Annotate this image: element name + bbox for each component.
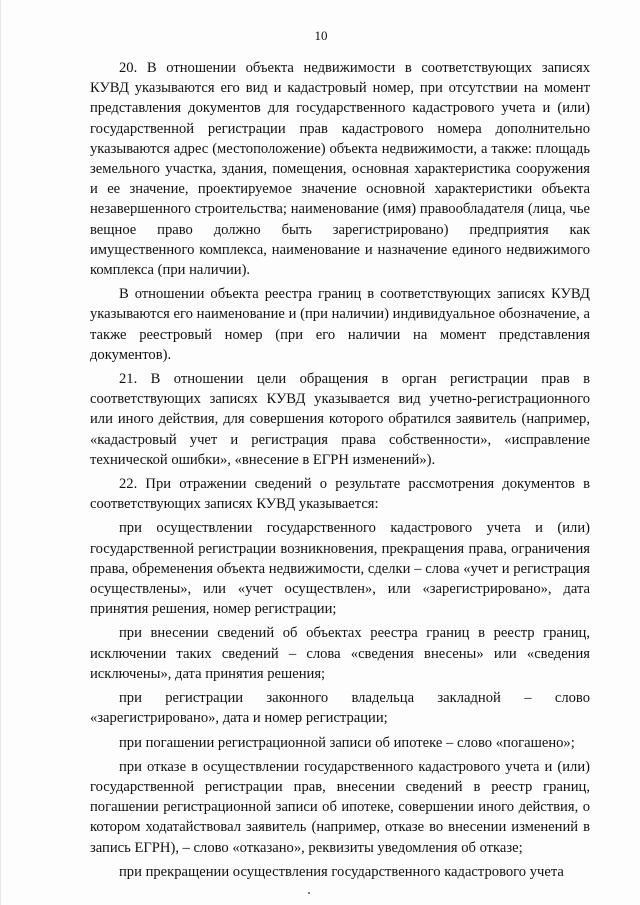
paragraph-22-item-refusal: при отказе в осуществлении государственного кадастрового учета и (или) государственной регистрации прав, внесении сведений в реестр границ, погашении регистрационной записи об ипотеке, совершении иного действия, о котором ходатайствовал заявитель (например, отказе во внесении изменений в запись ЕГРН), – слово «отказано», реквизиты уведомления об отказе; — [90, 758, 590, 856]
scan-speck — [308, 892, 310, 894]
paragraph-22-item-boundaries: при внесении сведений об объектах реестра границ в реестр границ, исключении таких сведений – слова «сведения внесены» или «сведения исключены», дата принятия решения; — [90, 625, 590, 682]
paragraph-20: 20. В отношении объекта недвижимости в соответствующих записях КУВД указываются его вид и кадастровый номер, при отсутствии на момент представления документов для государственного кадастрового учета и (или) государственной регистрации прав кадастрового номера дополнительно указываются адрес (местоположение) объекта недвижимости, а также: площадь земельного участка, здания, помещения, основная характеристика сооружения и ее значение, проектируемое значение основной характеристики объекта незавершенного строительства; наименование (имя) правообладателя (лица, чье вещное право должно быть зарегистрировано) предприятия как имущественного комплекса, наименование и назначение единого недвижимого комплекса (при наличии). — [90, 60, 590, 279]
paragraph-22: 22. При отражении сведений о результате рассмотрения документов в соответствующих записях КУВД указывается: — [90, 476, 590, 513]
page-number: 10 — [314, 28, 328, 43]
paragraph-22-item-accounting: при осуществлении государственного кадастрового учета и (или) государственной регистрации возникновения, прекращения права, ограничения права, обременения объекта недвижимости, сделки – слова «учет и регистрация осуществлены», или «учет осуществлен», или «зарегистрировано», дата принятия решения, номер регистрации; — [90, 520, 590, 618]
paragraph-registry-boundaries: В отношении объекта реестра границ в соответствующих записях КУВД указываются его наименование и (при наличии) индивидуальное обозначение, а также реестровый номер (при его наличии на момент представления документов). — [90, 286, 590, 363]
document-body — [90, 58, 590, 882]
paragraph-22-item-termination: при прекращении осуществления государственного кадастрового учета — [119, 863, 564, 880]
paragraph-22-item-mortgage-owner: при регистрации законного владельца закладной – слово «зарегистрировано», дата и номер регистрации; — [90, 690, 590, 727]
paragraph-22-item-mortgage-redemption: при погашении регистрационной записи об ипотеке – слово «погашено»; — [119, 734, 575, 751]
paragraph-21: 21. В отношении цели обращения в орган регистрации прав в соответствующих записях КУВД указывается вид учетно-регистрационного или иного действия, для совершения которого обратился заявитель (например, «кадастровый учет и регистрация права собственности», «исправление технической ошибки», «внесение в ЕГРН изменений»). — [90, 371, 590, 468]
